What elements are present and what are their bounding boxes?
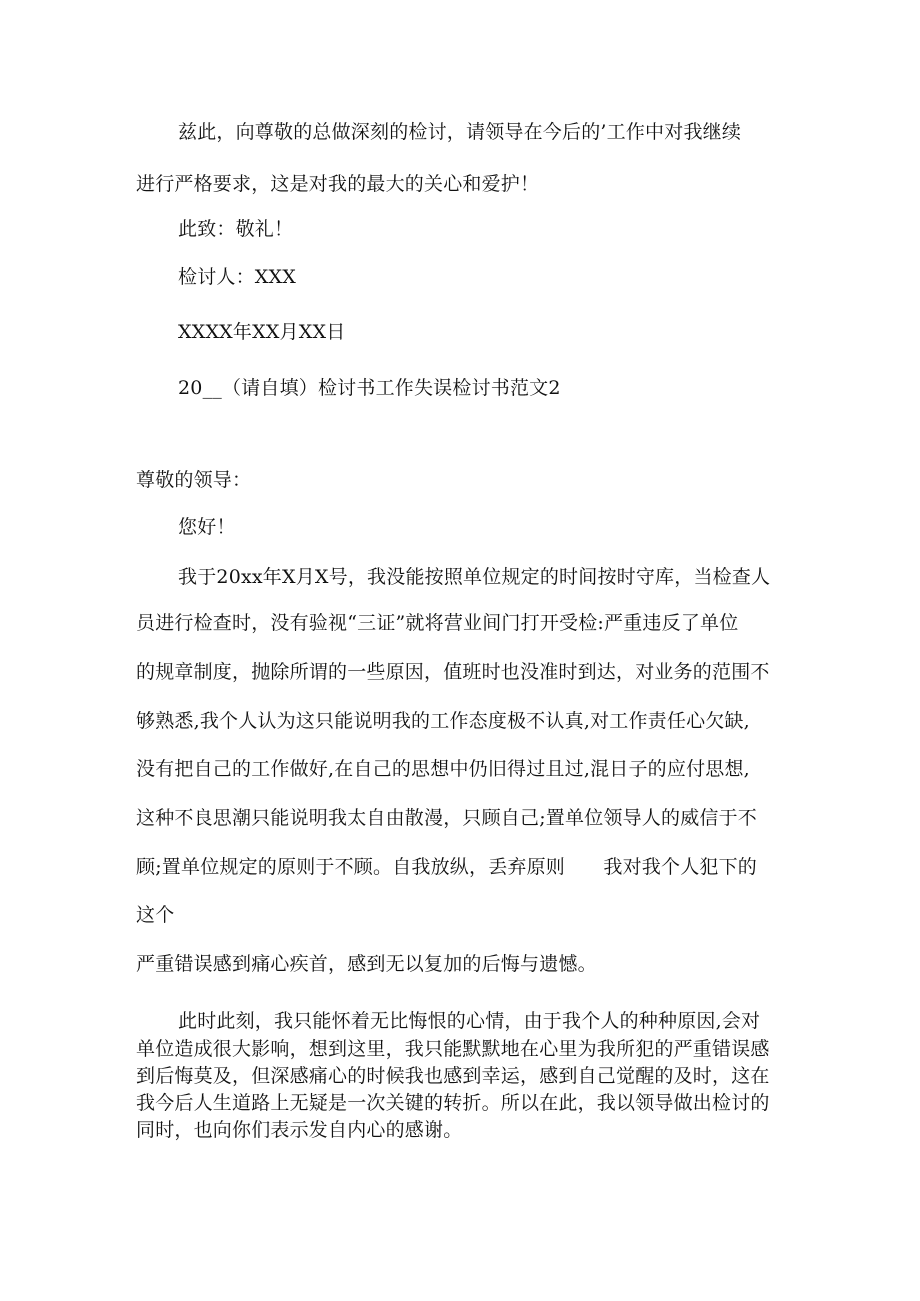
date-line: XXXX年XX月XX日 <box>178 321 346 343</box>
paragraph-line: 我今后人生道路上无疑是一次关键的转折。所以在此，我以领导做出检讨的 <box>136 1092 770 1114</box>
paragraph-line: 到后悔莫及，但深感痛心的时候我也感到幸运，感到自己觉醒的及时，这在 <box>136 1065 770 1087</box>
paragraph-line: 此时此刻，我只能怀着无比悔恨的心情，由于我个人的种种原因,会对 <box>178 1010 761 1032</box>
section-title: 20__（请自填）检讨书工作失误检讨书范文2 <box>178 377 561 399</box>
paragraph-line: 严重错误感到痛心疾首，感到无以复加的后悔与遗憾。 <box>136 953 597 975</box>
salutation: 尊敬的领导： <box>136 469 252 491</box>
closing-line: 此致：敬礼！ <box>178 218 294 240</box>
paragraph-line: 顾;置单位规定的原则于不顾。自我放纵，丢弃原则 我对我个人犯下的 <box>136 856 758 878</box>
greeting: 您好！ <box>178 516 236 538</box>
paragraph-line: 同时，也向你们表示发自内心的感谢。 <box>136 1119 463 1141</box>
paragraph-line: 没有把自己的工作做好,在自己的思想中仍旧得过且过,混日子的应付思想, <box>136 758 750 780</box>
signer-line: 检讨人：XXX <box>178 266 296 288</box>
paragraph-line: 单位造成很大影响，想到这里，我只能默默地在心里为我所犯的严重错误感 <box>136 1038 770 1060</box>
paragraph-line: 这个 <box>136 904 175 926</box>
paragraph-line: 这种不良思潮只能说明我太自由散漫，只顾自己;置单位领导人的威信于不 <box>136 807 758 829</box>
paragraph-line: 的规章制度，抛除所谓的一些原因，值班时也没准时到达，对业务的范围不 <box>136 661 770 683</box>
paragraph-line: 兹此，向尊敬的总做深刻的检讨，请领导在今后的’工作中对我继续 <box>178 121 742 143</box>
paragraph-line: 进行严格要求，这是对我的最大的关心和爱护！ <box>136 173 540 195</box>
paragraph-line: 够熟悉,我个人认为这只能说明我的工作态度极不认真,对工作责任心欠缺, <box>136 710 750 732</box>
paragraph-line: 我于20xx年X月X号，我没能按照单位规定的时间按时守库，当检查人 <box>178 566 771 588</box>
paragraph-line: 员进行检查时，没有验视“三证”就将营业间门打开受检:严重违反了单位 <box>136 612 739 634</box>
